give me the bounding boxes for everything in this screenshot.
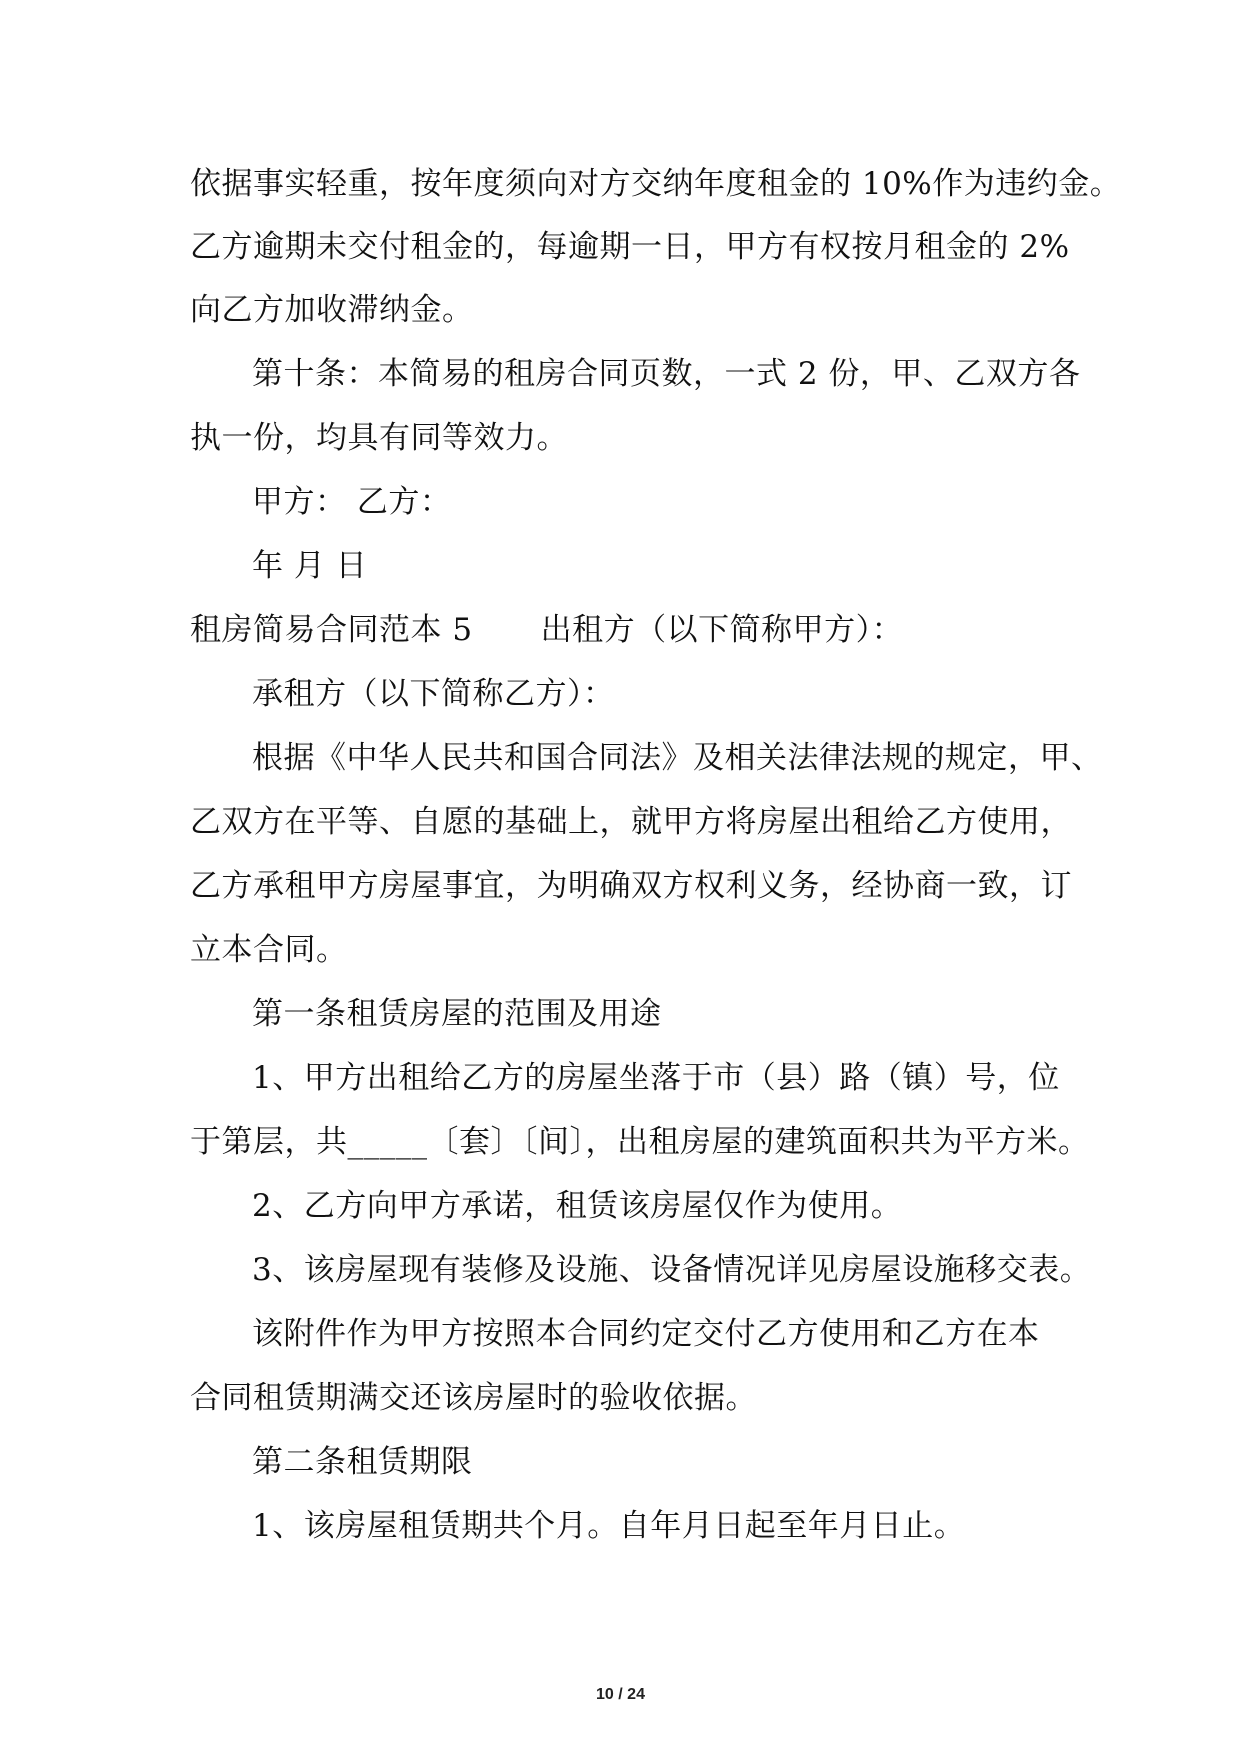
paragraph-line: 向乙方加收滞纳金。 (190, 292, 474, 328)
paragraph-line: 第十条：本简易的租房合同页数，一式 2 份，甲、乙双方各 (252, 356, 1081, 392)
signature-date: 年 月 日 (252, 548, 368, 584)
signature-parties: 甲方： 乙方： (252, 484, 452, 520)
paragraph-line: 执一份，均具有同等效力。 (190, 420, 568, 456)
lessee-label: 承租方（以下简称乙方）： (252, 676, 615, 712)
page-number: 10 / 24 (596, 1686, 645, 1703)
paragraph-line: 2、乙方向甲方承诺，租赁该房屋仅作为使用。 (252, 1188, 903, 1224)
section-title-line (190, 610, 903, 650)
paragraph-line: 乙方承租甲方房屋事宜，为明确双方权利义务，经协商一致，订 (190, 868, 1072, 904)
paragraph-line: 合同租赁期满交还该房屋时的验收依据。 (190, 1380, 757, 1416)
paragraph-line: 乙双方在平等、自愿的基础上，就甲方将房屋出租给乙方使用， (190, 804, 1072, 840)
paragraph-line: 1、该房屋租赁期共个月。自年月日起至年月日止。 (252, 1508, 966, 1544)
paragraph-line: 根据《中华人民共和国合同法》及相关法律法规的规定，甲、 (252, 740, 1103, 776)
article-heading: 第一条租赁房屋的范围及用途 (252, 996, 662, 1032)
paragraph-line: 立本合同。 (190, 932, 348, 968)
paragraph-line: 该附件作为甲方按照本合同约定交付乙方使用和乙方在本 (252, 1316, 1040, 1352)
contract-title: 租房简易合同范本 5 (190, 612, 473, 648)
paragraph-line: 乙方逾期未交付租金的，每逾期一日，甲方有权按月租金的 2% (190, 229, 1070, 265)
paragraph-line: 3、该房屋现有装修及设施、设备情况详见房屋设施移交表。 (252, 1252, 1092, 1288)
paragraph-line: 依据事实轻重，按年度须向对方交纳年度租金的 10%作为违约金。 (190, 166, 1122, 202)
paragraph-line: 于第层，共_____〔套〕〔间〕，出租房屋的建筑面积共为平方米。 (190, 1124, 1090, 1160)
lessor-label: 出租方（以下简称甲方）： (540, 612, 904, 648)
article-heading: 第二条租赁期限 (252, 1444, 473, 1480)
paragraph-line: 1、甲方出租给乙方的房屋坐落于市（县）路（镇）号，位 (252, 1060, 1060, 1096)
